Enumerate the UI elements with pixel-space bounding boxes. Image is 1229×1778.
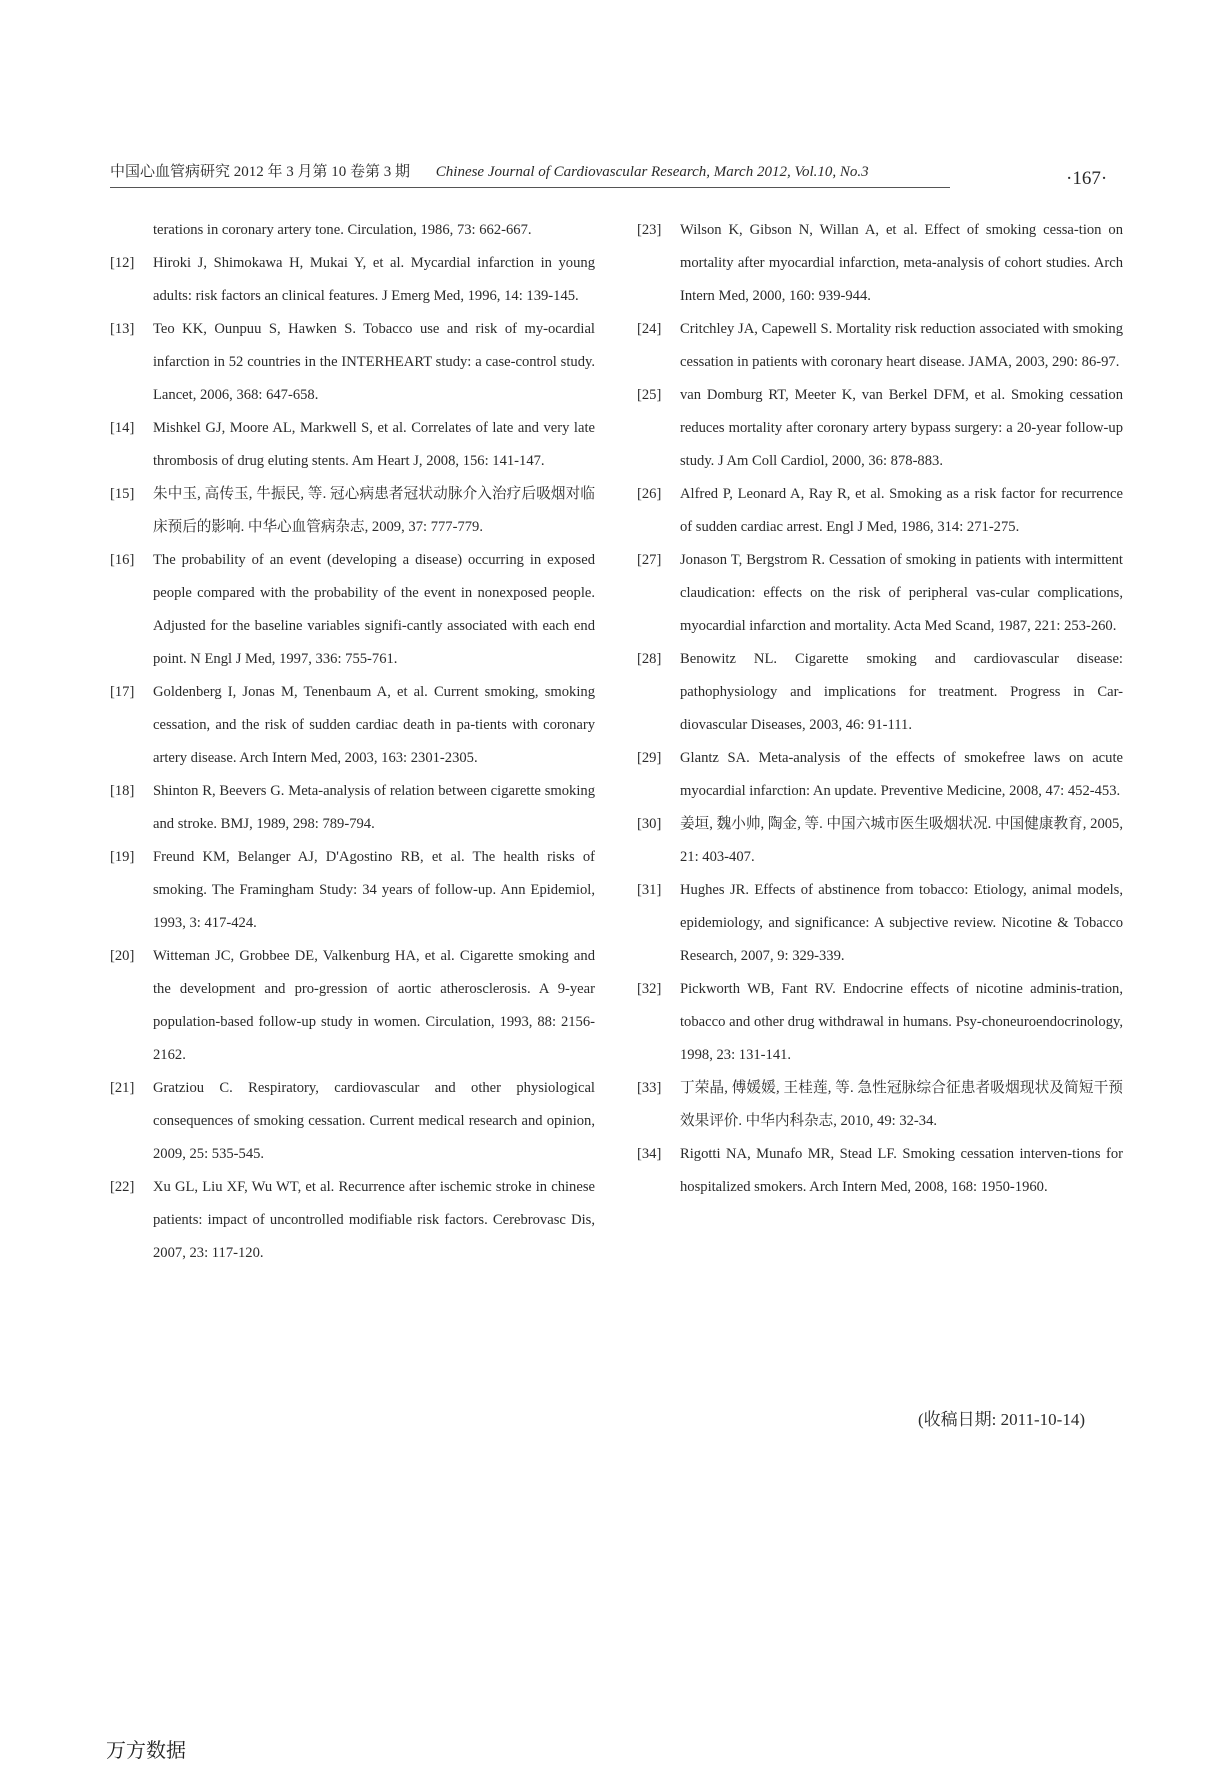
reference-number: [18]	[110, 783, 135, 799]
reference-text: Wilson K, Gibson N, Willan A, et al. Effect of smoking cessa-tion on mortality after myocardial infarction, meta-analysis of cohort studies. Arch Intern Med, 2000, 160: 939-944.	[680, 222, 1123, 304]
reference-item	[637, 1072, 1123, 1138]
reference-number: [21]	[110, 1080, 135, 1096]
reference-text: Shinton R, Beevers G. Meta-analysis of relation between cigarette smoking and stroke. BMJ, 1989, 298: 789-794.	[153, 783, 595, 832]
journal-citation	[110, 160, 869, 181]
reference-number: [32]	[637, 981, 662, 997]
reference-item	[110, 247, 595, 313]
reference-text: Jonason T, Bergstrom R. Cessation of smoking in patients with intermittent claudication: effects on the risk of peripheral vas-cular complications, myocardial infarction and mortality. Acta Med Scand, 1987, 221: 253-260.	[680, 552, 1123, 634]
header-rule	[110, 187, 950, 188]
reference-text: The probability of an event (developing a disease) occurring in exposed people compared with the probability of the event in nonexposed people. Adjusted for the baseline variables signifi-cantly associated with each end point. N Engl J Med, 1997, 336: 755-761.	[153, 552, 595, 667]
reference-item	[110, 1072, 595, 1171]
reference-text: Teo KK, Ounpuu S, Hawken S. Tobacco use and risk of my-ocardial infarction in 52 countries in the INTERHEART study: a case-control study. Lancet, 2006, 368: 647-658.	[153, 321, 595, 403]
reference-text: Witteman JC, Grobbee DE, Valkenburg HA, et al. Cigarette smoking and the development and pro-gression of aortic atherosclerosis. A 9-year population-based follow-up study in women. Circulation, 1993, 88: 2156-2162.	[153, 948, 595, 1063]
reference-number: [23]	[637, 222, 662, 238]
reference-item	[110, 544, 595, 676]
reference-number: [26]	[637, 486, 662, 502]
reference-item	[637, 214, 1123, 313]
reference-text: van Domburg RT, Meeter K, van Berkel DFM, et al. Smoking cessation reduces mortality after coronary artery bypass surgery: a 20-year follow-up study. J Am Coll Cardiol, 2000, 36: 878-883.	[680, 387, 1123, 469]
reference-text: Alfred P, Leonard A, Ray R, et al. Smoking as a risk factor for recurrence of sudden cardiac arrest. Engl J Med, 1986, 314: 271-275.	[680, 486, 1123, 535]
reference-text: 朱中玉, 高传玉, 牛振民, 等. 冠心病患者冠状动脉介入治疗后吸烟对临床预后的影响. 中华心血管病杂志, 2009, 37: 777-779.	[153, 486, 595, 535]
reference-item	[637, 874, 1123, 973]
reference-item	[110, 841, 595, 940]
reference-item	[637, 478, 1123, 544]
watermark: 万方数据	[106, 1738, 186, 1762]
reference-number: [25]	[637, 387, 662, 403]
reference-text: Freund KM, Belanger AJ, D'Agostino RB, et al. The health risks of smoking. The Framingham Study: 34 years of follow-up. Ann Epidemiol, 1993, 3: 417-424.	[153, 849, 595, 931]
reference-item	[637, 973, 1123, 1072]
reference-item	[637, 313, 1123, 379]
reference-item	[637, 544, 1123, 643]
reference-number: [17]	[110, 684, 135, 700]
reference-number: [28]	[637, 651, 662, 667]
reference-item	[637, 742, 1123, 808]
reference-continuation: terations in coronary artery tone. Circulation, 1986, 73: 662-667.	[153, 222, 532, 238]
reference-number: [31]	[637, 882, 662, 898]
reference-text: Glantz SA. Meta-analysis of the effects of smokefree laws on acute myocardial infarction: An update. Preventive Medicine, 2008, 47: 452-453.	[680, 750, 1123, 799]
reference-item	[637, 808, 1123, 874]
reference-text: Hiroki J, Shimokawa H, Mukai Y, et al. Mycardial infarction in young adults: risk factors an clinical features. J Emerg Med, 1996, 14: 139-145.	[153, 255, 595, 304]
reference-text: Goldenberg I, Jonas M, Tenenbaum A, et al. Current smoking, smoking cessation, and the risk of sudden cardiac death in pa-tients with coronary artery disease. Arch Intern Med, 2003, 163: 2301-2305.	[153, 684, 595, 766]
reference-number: [27]	[637, 552, 662, 568]
reference-number: [14]	[110, 420, 135, 436]
reference-column-right	[637, 214, 1123, 1204]
page-number: ·167·	[1066, 168, 1108, 189]
reference-item	[110, 940, 595, 1072]
reference-item	[110, 1171, 595, 1270]
reference-number: [34]	[637, 1146, 662, 1162]
reference-item	[637, 1138, 1123, 1204]
reference-text: Gratziou C. Respiratory, cardiovascular and other physiological consequences of smoking cessation. Current medical research and opinion, 2009, 25: 535-545.	[153, 1080, 595, 1162]
reference-item	[110, 676, 595, 775]
reference-number: [33]	[637, 1080, 662, 1096]
reference-item	[110, 478, 595, 544]
reference-text: Mishkel GJ, Moore AL, Markwell S, et al. Correlates of late and very late thrombosis of drug eluting stents. Am Heart J, 2008, 156: 141-147.	[153, 420, 595, 469]
reference-number: [20]	[110, 948, 135, 964]
reference-item	[110, 313, 595, 412]
received-date: (收稿日期: 2011-10-14)	[918, 1410, 1085, 1429]
reference-text: 姜垣, 魏小帅, 陶金, 等. 中国六城市医生吸烟状况. 中国健康教育, 2005, 21: 403-407.	[680, 816, 1123, 865]
reference-number: [16]	[110, 552, 135, 568]
reference-text: Pickworth WB, Fant RV. Endocrine effects of nicotine adminis-tration, tobacco and other drug withdrawal in humans. Psy-choneuroendocrinology, 1998, 23: 131-141.	[680, 981, 1123, 1063]
running-header	[110, 160, 1120, 190]
journal-title-cn: 中国心血管病研究 2012 年 3 月第 10 卷第 3 期	[110, 164, 411, 180]
reference-number: [29]	[637, 750, 662, 766]
reference-text: Benowitz NL. Cigarette smoking and cardiovascular disease: pathophysiology and implications for treatment. Progress in Car-diovascular Diseases, 2003, 46: 91-111.	[680, 651, 1123, 733]
reference-number: [30]	[637, 816, 662, 832]
reference-item	[110, 412, 595, 478]
reference-number: [24]	[637, 321, 662, 337]
reference-item	[110, 775, 595, 841]
journal-title-en: Chinese Journal of Cardiovascular Research, March 2012, Vol.10, No.3	[435, 164, 869, 180]
reference-number: [13]	[110, 321, 135, 337]
reference-text: 丁荣晶, 傅媛媛, 王桂莲, 等. 急性冠脉综合征患者吸烟现状及简短干预效果评价. 中华内科杂志, 2010, 49: 32-34.	[680, 1080, 1123, 1129]
reference-number: [12]	[110, 255, 135, 271]
reference-list-right	[637, 214, 1123, 1204]
reference-item	[637, 379, 1123, 478]
reference-number: [19]	[110, 849, 135, 865]
reference-item	[637, 643, 1123, 742]
reference-column-left	[110, 214, 595, 1270]
reference-text: Critchley JA, Capewell S. Mortality risk reduction associated with smoking cessation in patients with coronary heart disease. JAMA, 2003, 290: 86-97.	[680, 321, 1123, 370]
reference-text: Hughes JR. Effects of abstinence from tobacco: Etiology, animal models, epidemiology, and significance: A subjective review. Nicotine & Tobacco Research, 2007, 9: 329-339.	[680, 882, 1123, 964]
reference-list-left	[110, 247, 595, 1270]
reference-text: Rigotti NA, Munafo MR, Stead LF. Smoking cessation interven-tions for hospitalized smokers. Arch Intern Med, 2008, 168: 1950-1960.	[680, 1146, 1123, 1195]
reference-number: [22]	[110, 1179, 135, 1195]
reference-text: Xu GL, Liu XF, Wu WT, et al. Recurrence after ischemic stroke in chinese patients: impact of uncontrolled modifiable risk factors. Cerebrovasc Dis, 2007, 23: 117-120.	[153, 1179, 595, 1261]
reference-number: [15]	[110, 486, 135, 502]
